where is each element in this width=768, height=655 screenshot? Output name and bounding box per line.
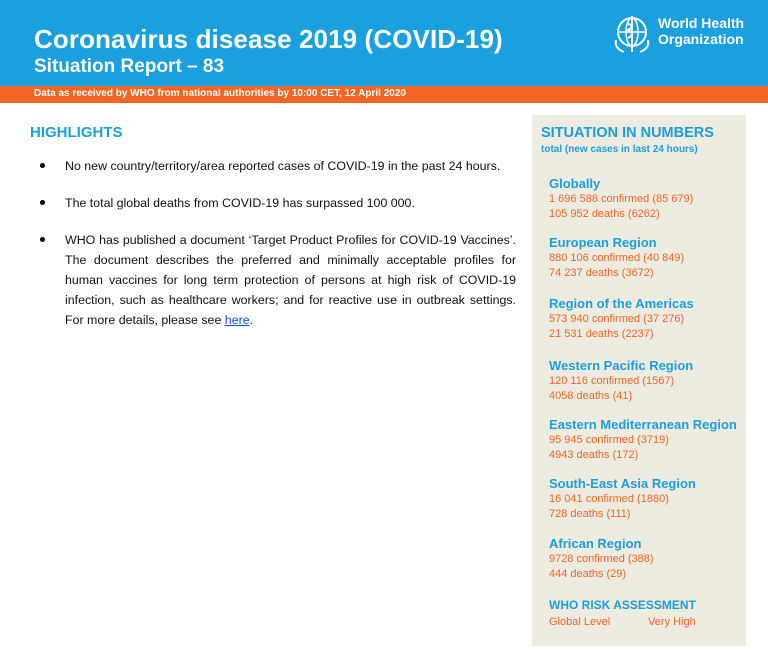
- region-deaths: 4058 deaths (41): [549, 390, 633, 402]
- region-confirmed: 573 940 confirmed (37 276): [549, 313, 685, 325]
- region-confirmed: 120 116 confirmed (1567): [549, 375, 675, 387]
- highlight-text: The total global deaths from COVID-19 has surpassed 100 000.: [65, 196, 415, 210]
- data-source-banner: [0, 86, 768, 103]
- highlight-text: WHO has published a document ‘Target Product Profiles for COVID-19 Vaccines’. The document describes the preferred and minimally acceptable profiles for human vaccines for long term protection of persons at high risk of COVID-19 infection, such as healthcare workers; and for reactive use in outbreak settings. For more details, please see: [65, 233, 516, 327]
- highlights-heading: HIGHLIGHTS: [30, 124, 123, 141]
- logo-text-line2: Organization: [658, 31, 744, 47]
- region-name: Western Pacific Region: [549, 358, 694, 373]
- region-deaths: 105 952 deaths (6262): [549, 208, 660, 220]
- risk-assessment: [549, 597, 696, 631]
- region-deaths: 4943 deaths (172): [549, 449, 639, 461]
- page-title: Coronavirus disease 2019 (COVID-19): [34, 24, 503, 54]
- region-confirmed: 95 945 confirmed (3719): [549, 434, 669, 446]
- bullet-icon: [40, 237, 45, 242]
- bullet-icon: [40, 200, 45, 205]
- region-european: [549, 234, 684, 281]
- region-name: African Region: [549, 536, 642, 551]
- region-name: European Region: [549, 235, 657, 250]
- region-deaths: 444 deaths (29): [549, 568, 627, 580]
- situation-subheading: total (new cases in last 24 hours): [541, 144, 698, 155]
- region-south-east-asia: [549, 475, 696, 522]
- region-deaths: 74 237 deaths (3672): [549, 267, 654, 279]
- report-header: [0, 0, 768, 86]
- link-suffix: .: [249, 313, 254, 327]
- bullet-icon: [40, 163, 45, 168]
- highlight-item: [38, 156, 516, 176]
- region-deaths: 21 531 deaths (2237): [549, 328, 654, 340]
- highlight-text: No new country/territory/area reported cases of COVID-19 in the past 24 hours.: [65, 159, 501, 173]
- highlight-item: [38, 193, 516, 213]
- highlight-item: [38, 230, 516, 330]
- report-subtitle: Situation Report – 83: [34, 56, 225, 77]
- who-emblem-icon: [610, 12, 654, 56]
- region-name: Region of the Americas: [549, 296, 694, 311]
- region-name: Eastern Mediterranean Region: [549, 417, 737, 432]
- region-african: [549, 535, 654, 582]
- highlights-list: [38, 156, 516, 347]
- situation-heading: SITUATION IN NUMBERS: [541, 125, 714, 141]
- risk-level-value: Very High: [648, 616, 696, 628]
- here-link[interactable]: here: [224, 313, 250, 327]
- region-name: South-East Asia Region: [549, 476, 696, 491]
- risk-level-label: Global Level: [549, 616, 611, 628]
- risk-heading: WHO RISK ASSESSMENT: [549, 598, 696, 612]
- region-confirmed: 9728 confirmed (388): [549, 553, 654, 565]
- logo-text-line1: World Health: [658, 15, 745, 31]
- region-globally: [549, 175, 693, 222]
- region-name: Globally: [549, 176, 601, 191]
- region-confirmed: 880 106 confirmed (40 849): [549, 252, 685, 264]
- region-americas: [549, 295, 694, 342]
- region-confirmed: 1 696 588 confirmed (85 679): [549, 193, 694, 205]
- highlight-text-with-link: [65, 230, 516, 330]
- who-logo: [610, 12, 760, 56]
- situation-sidebar: [532, 115, 746, 646]
- region-confirmed: 16 041 confirmed (1880): [549, 493, 669, 505]
- region-deaths: 728 deaths (111): [549, 508, 631, 520]
- banner-text: Data as received by WHO from national authorities by 10:00 CET, 12 April 2020: [34, 88, 406, 99]
- region-eastern-mediterranean: [549, 416, 737, 463]
- region-western-pacific: [549, 357, 693, 404]
